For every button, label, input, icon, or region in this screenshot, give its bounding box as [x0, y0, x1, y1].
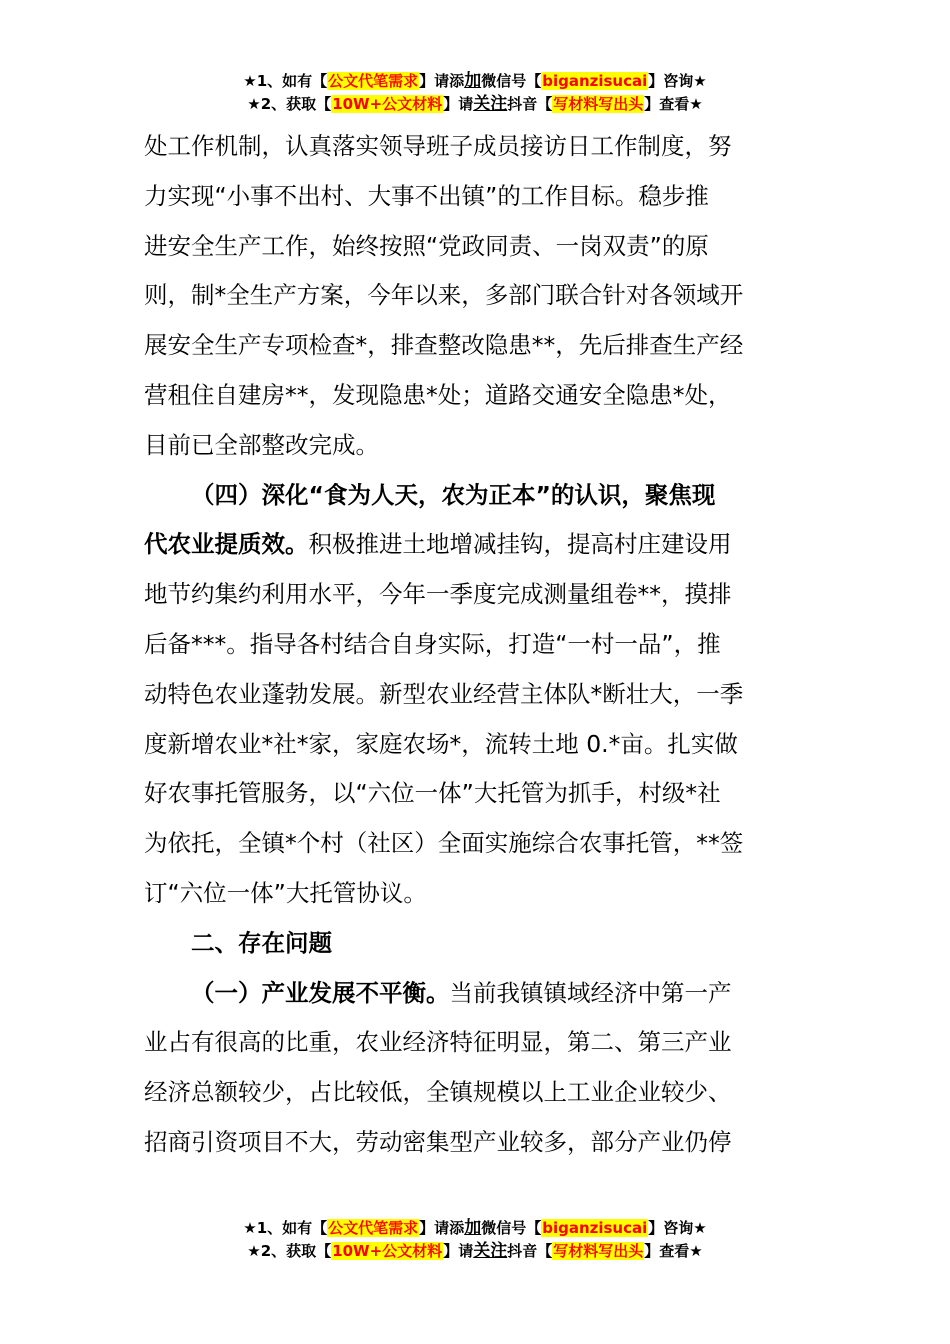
body-text: 招商引资项目不大，劳动密集型产业较多，部分产业仍停	[144, 1127, 732, 1156]
body-text: 积极推进土地增减挂钩，提高村庄建设用	[308, 530, 732, 559]
highlight-douyin: 写材料写出头	[553, 1242, 644, 1260]
banner-text: 】查看★	[644, 1242, 703, 1260]
banner-text: ★1、如有【	[243, 72, 328, 90]
banner-text: 】查看★	[644, 95, 703, 113]
underlined-text: 关注	[473, 94, 508, 114]
banner-text: 微信号【	[481, 1219, 542, 1237]
body-line	[144, 1068, 804, 1118]
banner-text: 】咨询★	[648, 72, 707, 90]
body-text: 当前我镇镇域经济中第一产	[449, 978, 732, 1007]
banner-text: 微信号【	[481, 72, 542, 90]
banner-text: 抖音【	[507, 95, 553, 113]
body-line	[144, 222, 804, 272]
body-line	[144, 271, 804, 321]
body-line	[144, 172, 804, 222]
body-line	[144, 371, 804, 421]
banner-text: 】咨询★	[648, 1219, 707, 1237]
body-line	[144, 570, 804, 620]
body-line	[144, 321, 804, 371]
underlined-text: 关注	[473, 1241, 508, 1261]
body-text: 则，制*全生产方案，今年以来，多部门联合针对各领域开	[144, 281, 744, 310]
bold-heading: （一）产业发展不平衡。	[191, 978, 450, 1007]
body-line	[144, 869, 804, 919]
body-text: 为依托，全镇*个村（社区）全面实施综合农事托管，**签	[144, 829, 744, 858]
body-line	[144, 1018, 804, 1068]
body-text: 好农事托管服务，以“六位一体”大托管为抓手，村级*社	[144, 779, 721, 808]
banner-line-2	[0, 1240, 950, 1263]
body-line	[144, 1118, 804, 1168]
banner-text: 】请添	[419, 72, 465, 90]
banner-line-2	[0, 93, 950, 116]
underlined-text: 加	[464, 71, 482, 91]
body-text: 进安全生产工作，始终按照“党政同责、一岗双责”的原	[144, 231, 709, 260]
banner-line-1	[0, 1217, 950, 1240]
body-text: 业占有很高的比重，农业经济特征明显，第二、第三产业	[144, 1028, 732, 1057]
banner-line-1	[0, 70, 950, 93]
banner-text: 】请	[443, 95, 474, 113]
highlight-service: 公文代笔需求	[328, 72, 419, 90]
body-line	[144, 819, 804, 869]
body-line	[144, 122, 804, 172]
highlight-materials: 10W+公文材料	[332, 1242, 443, 1260]
bold-heading: 代农业提质效。	[144, 530, 309, 559]
body-text: 营租住自建房**，发现隐患*处；道路交通安全隐患*处，	[144, 380, 732, 409]
bold-heading: 二、存在问题	[191, 928, 332, 957]
body-text: 展安全生产专项检查*，排查整改隐患**，先后排查生产经	[144, 331, 744, 360]
body-line	[144, 670, 804, 720]
banner-text: 抖音【	[507, 1242, 553, 1260]
highlight-wechat-id: biganzisucai	[542, 72, 648, 90]
body-text: 订“六位一体”大托管协议。	[144, 878, 427, 907]
body-line	[144, 620, 804, 670]
body-line	[144, 919, 804, 969]
body-text: 经济总额较少，占比较低，全镇规模以上工业企业较少、	[144, 1078, 732, 1107]
highlight-service: 公文代笔需求	[328, 1219, 419, 1237]
bold-heading: （四）深化“食为人天，农为正本”的认识，聚焦现	[191, 480, 716, 509]
banner-text: ★2、获取【	[247, 1242, 332, 1260]
banner-text: 】请	[443, 1242, 474, 1260]
highlight-wechat-id: biganzisucai	[542, 1219, 648, 1237]
bottom-banner	[0, 1217, 950, 1263]
body-line	[144, 520, 804, 570]
body-line	[144, 421, 804, 471]
highlight-douyin: 写材料写出头	[553, 95, 644, 113]
body-text: 动特色农业蓬勃发展。新型农业经营主体队*断壮大，一季	[144, 679, 744, 708]
banner-text: ★1、如有【	[243, 1219, 328, 1237]
banner-text: 】请添	[419, 1219, 465, 1237]
body-line	[144, 471, 804, 521]
body-line	[144, 769, 804, 819]
top-banner	[0, 70, 950, 116]
body-line	[144, 969, 804, 1019]
body-text: 力实现“小事不出村、大事不出镇”的工作目标。稳步推	[144, 181, 709, 210]
body-line	[144, 720, 804, 770]
body-text: 度新增农业*社*家，家庭农场*，流转土地 0.*亩。扎实做	[144, 729, 738, 758]
banner-text: ★2、获取【	[247, 95, 332, 113]
body-text: 目前已全部整改完成。	[144, 430, 379, 459]
body-text: 地节约集约利用水平，今年一季度完成测量组卷**，摸排	[144, 580, 732, 609]
highlight-materials: 10W+公文材料	[332, 95, 443, 113]
underlined-text: 加	[464, 1218, 482, 1238]
body-text: 后备***。指导各村结合自身实际，打造“一村一品”，推	[144, 629, 721, 658]
document-body	[144, 122, 804, 1168]
body-text: 处工作机制，认真落实领导班子成员接访日工作制度，努	[144, 132, 732, 160]
